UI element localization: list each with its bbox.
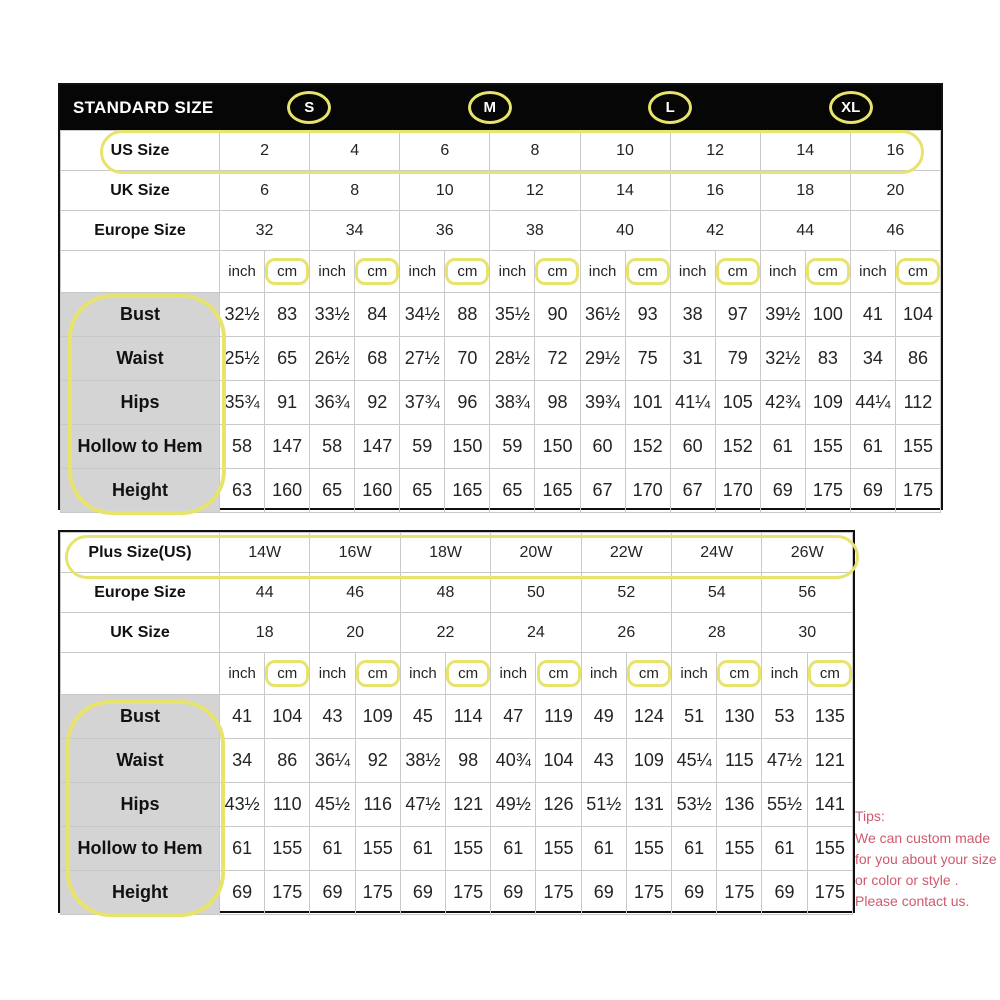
- bust-inch-value: 36½: [580, 293, 625, 337]
- height-inch-value: 67: [670, 469, 715, 513]
- hips-cm-value: 96: [445, 381, 490, 425]
- inch-unit-label: inch: [670, 251, 715, 293]
- row-hollow-to-hem: [61, 827, 853, 871]
- us-size-value: 4: [310, 131, 400, 171]
- waist-cm-value: 92: [355, 739, 400, 783]
- waist-inch-value: 32½: [760, 337, 805, 381]
- plus-size-grid: [60, 532, 853, 915]
- height-cm-value: 175: [895, 469, 940, 513]
- hips-cm-value: 136: [717, 783, 762, 827]
- waist-inch-value: 40¾: [491, 739, 536, 783]
- hollow-to-hem-cm-value: 152: [715, 425, 760, 469]
- waist-cm-value: 83: [805, 337, 850, 381]
- row-label: Plus Size(US): [61, 533, 220, 573]
- cm-unit-label: [445, 251, 490, 293]
- waist-inch-value: 28½: [490, 337, 535, 381]
- bust-inch-value: 33½: [310, 293, 355, 337]
- hollow-to-hem-cm-value: 155: [626, 827, 671, 871]
- size-letter-oval-l: L: [648, 91, 692, 124]
- bust-inch-value: 41: [850, 293, 895, 337]
- waist-inch-value: 31: [670, 337, 715, 381]
- cm-unit-label: [715, 251, 760, 293]
- height-cm-value: 160: [265, 469, 310, 513]
- hollow-to-hem-inch-value: 61: [581, 827, 626, 871]
- hips-inch-value: 37¾: [400, 381, 445, 425]
- height-inch-value: 65: [310, 469, 355, 513]
- inch-unit-label: inch: [490, 251, 535, 293]
- tips-title: Tips:: [855, 808, 885, 824]
- europe-size-value: 46: [310, 573, 400, 613]
- row-bust: [61, 293, 941, 337]
- height-inch-value: 69: [672, 871, 717, 915]
- hollow-to-hem-cm-value: 155: [805, 425, 850, 469]
- waist-cm-value: 104: [536, 739, 581, 783]
- hollow-to-hem-inch-value: 61: [400, 827, 445, 871]
- bust-inch-value: 38: [670, 293, 715, 337]
- height-cm-value: 175: [536, 871, 581, 915]
- cm-highlight-pill: cm: [356, 660, 400, 687]
- inch-unit-label: inch: [310, 653, 355, 695]
- hollow-to-hem-inch-value: 59: [400, 425, 445, 469]
- waist-cm-value: 86: [895, 337, 940, 381]
- hollow-to-hem-inch-value: 61: [672, 827, 717, 871]
- hollow-to-hem-cm-value: 155: [536, 827, 581, 871]
- cm-highlight-pill: cm: [717, 660, 761, 687]
- bust-inch-value: 51: [672, 695, 717, 739]
- uk-size-value: 14: [580, 171, 670, 211]
- height-cm-value: 175: [265, 871, 310, 915]
- row-label: Hips: [61, 783, 220, 827]
- tips-line: We can custom made: [855, 830, 991, 846]
- uk-size-value: 16: [670, 171, 760, 211]
- us-size-value: 10: [580, 131, 670, 171]
- row-bust: [61, 695, 853, 739]
- waist-inch-value: 25½: [220, 337, 265, 381]
- height-inch-value: 69: [400, 871, 445, 915]
- cm-highlight-pill: cm: [537, 660, 581, 687]
- waist-cm-value: 109: [626, 739, 671, 783]
- cm-highlight-pill: cm: [716, 258, 760, 285]
- row-label: Europe Size: [61, 573, 220, 613]
- size-letter-oval-xl: XL: [829, 91, 873, 124]
- cm-unit-label: [446, 653, 491, 695]
- cm-highlight-pill: cm: [265, 660, 309, 687]
- uk-size-value: 12: [490, 171, 580, 211]
- inch-unit-label: inch: [581, 653, 626, 695]
- waist-inch-value: 29½: [580, 337, 625, 381]
- cm-highlight-pill: cm: [896, 258, 940, 285]
- hips-inch-value: 47½: [400, 783, 445, 827]
- hips-inch-value: 53½: [672, 783, 717, 827]
- bust-inch-value: 49: [581, 695, 626, 739]
- bust-cm-value: 83: [265, 293, 310, 337]
- inch-unit-label: inch: [310, 251, 355, 293]
- height-cm-value: 165: [445, 469, 490, 513]
- waist-cm-value: 65: [265, 337, 310, 381]
- row-label: Waist: [61, 337, 220, 381]
- cm-highlight-pill: cm: [808, 660, 852, 687]
- row-label: Waist: [61, 739, 220, 783]
- height-cm-value: 175: [626, 871, 671, 915]
- hollow-to-hem-cm-value: 150: [445, 425, 490, 469]
- us-size-value: 2: [220, 131, 310, 171]
- waist-cm-value: 98: [446, 739, 491, 783]
- tips-line: Please contact us.: [855, 893, 970, 909]
- europe-size-value: 36: [400, 211, 490, 251]
- bust-inch-value: 53: [762, 695, 807, 739]
- cm-highlight-pill: cm: [446, 660, 490, 687]
- units-label-spacer: [61, 653, 220, 695]
- size-group-letters: [219, 85, 941, 130]
- cm-unit-label: [355, 653, 400, 695]
- cm-unit-label: [626, 653, 671, 695]
- hips-inch-value: 35¾: [220, 381, 265, 425]
- hips-inch-value: 41¼: [670, 381, 715, 425]
- hips-inch-value: 43½: [220, 783, 265, 827]
- height-inch-value: 65: [400, 469, 445, 513]
- cm-highlight-pill: cm: [806, 258, 850, 285]
- height-inch-value: 67: [580, 469, 625, 513]
- uk-size-value: 28: [672, 613, 762, 653]
- size-letter-oval-m: M: [468, 91, 512, 124]
- uk-size-value: 20: [850, 171, 940, 211]
- uk-size-value: 10: [400, 171, 490, 211]
- inch-unit-label: inch: [580, 251, 625, 293]
- height-cm-value: 160: [355, 469, 400, 513]
- plus-size-us-value: 26W: [762, 533, 853, 573]
- europe-size-value: 32: [220, 211, 310, 251]
- cm-highlight-pill: cm: [265, 258, 309, 285]
- height-inch-value: 69: [220, 871, 265, 915]
- bust-cm-value: 135: [807, 695, 852, 739]
- cm-highlight-pill: cm: [445, 258, 489, 285]
- row-label: Hips: [61, 381, 220, 425]
- waist-cm-value: 79: [715, 337, 760, 381]
- uk-size-value: 18: [760, 171, 850, 211]
- tips-lines: [855, 828, 998, 912]
- hollow-to-hem-cm-value: 155: [717, 827, 762, 871]
- uk-size-value: 20: [310, 613, 400, 653]
- europe-size-value: 44: [760, 211, 850, 251]
- plus-size-us-value: 16W: [310, 533, 400, 573]
- uk-size-value: 6: [220, 171, 310, 211]
- waist-cm-value: 115: [717, 739, 762, 783]
- cm-unit-label: [807, 653, 852, 695]
- hollow-to-hem-inch-value: 61: [762, 827, 807, 871]
- hollow-to-hem-inch-value: 60: [580, 425, 625, 469]
- europe-size-value: 52: [581, 573, 671, 613]
- cm-unit-label: [535, 251, 580, 293]
- row-label: UK Size: [61, 613, 220, 653]
- row-label: Height: [61, 871, 220, 915]
- uk-size-value: 30: [762, 613, 853, 653]
- height-cm-value: 175: [717, 871, 762, 915]
- row-europe-size: [61, 573, 853, 613]
- height-cm-value: 175: [446, 871, 491, 915]
- bust-cm-value: 88: [445, 293, 490, 337]
- waist-inch-value: 34: [220, 739, 265, 783]
- size-group-xl: [761, 85, 942, 130]
- standard-size-title: STANDARD SIZE: [73, 97, 214, 117]
- row-label: UK Size: [61, 171, 220, 211]
- bust-inch-value: 39½: [760, 293, 805, 337]
- bust-cm-value: 90: [535, 293, 580, 337]
- row-waist: [61, 739, 853, 783]
- us-size-value: 8: [490, 131, 580, 171]
- row-hollow-to-hem: [61, 425, 941, 469]
- us-size-value: 12: [670, 131, 760, 171]
- row-label: US Size: [61, 131, 220, 171]
- hollow-to-hem-inch-value: 60: [670, 425, 715, 469]
- hips-inch-value: 44¼: [850, 381, 895, 425]
- row-label: Bust: [61, 695, 220, 739]
- europe-size-value: 42: [670, 211, 760, 251]
- hips-cm-value: 98: [535, 381, 580, 425]
- hips-cm-value: 105: [715, 381, 760, 425]
- row-label: Bust: [61, 293, 220, 337]
- uk-size-value: 8: [310, 171, 400, 211]
- hips-inch-value: 51½: [581, 783, 626, 827]
- row-units: [61, 653, 853, 695]
- cm-highlight-pill: cm: [627, 660, 671, 687]
- row-label: Height: [61, 469, 220, 513]
- bust-cm-value: 114: [446, 695, 491, 739]
- plus-size-us-value: 20W: [491, 533, 581, 573]
- cm-highlight-pill: cm: [535, 258, 579, 285]
- bust-cm-value: 84: [355, 293, 400, 337]
- waist-inch-value: 47½: [762, 739, 807, 783]
- europe-size-value: 34: [310, 211, 400, 251]
- height-inch-value: 69: [581, 871, 626, 915]
- height-cm-value: 170: [625, 469, 670, 513]
- height-inch-value: 69: [760, 469, 805, 513]
- row-europe-size: [61, 211, 941, 251]
- inch-unit-label: inch: [850, 251, 895, 293]
- uk-size-value: 26: [581, 613, 671, 653]
- waist-cm-value: 121: [807, 739, 852, 783]
- hollow-to-hem-inch-value: 61: [310, 827, 355, 871]
- cm-unit-label: [625, 251, 670, 293]
- bust-inch-value: 32½: [220, 293, 265, 337]
- uk-size-value: 24: [491, 613, 581, 653]
- bust-cm-value: 100: [805, 293, 850, 337]
- cm-highlight-pill: cm: [355, 258, 399, 285]
- europe-size-value: 38: [490, 211, 580, 251]
- row-uk-size: [61, 171, 941, 211]
- row-height: [61, 469, 941, 513]
- hips-cm-value: 116: [355, 783, 400, 827]
- waist-inch-value: 26½: [310, 337, 355, 381]
- bust-inch-value: 41: [220, 695, 265, 739]
- tips-line: for you about your size: [855, 851, 997, 867]
- standard-size-grid: [60, 130, 941, 513]
- bust-inch-value: 45: [400, 695, 445, 739]
- row-hips: [61, 783, 853, 827]
- uk-size-value: 22: [400, 613, 490, 653]
- hollow-to-hem-inch-value: 61: [220, 827, 265, 871]
- plus-size-us-value: 24W: [672, 533, 762, 573]
- row-units: [61, 251, 941, 293]
- waist-cm-value: 68: [355, 337, 400, 381]
- inch-unit-label: inch: [672, 653, 717, 695]
- cm-unit-label: [265, 653, 310, 695]
- cm-unit-label: [536, 653, 581, 695]
- hollow-to-hem-cm-value: 150: [535, 425, 580, 469]
- europe-size-value: 46: [850, 211, 940, 251]
- plus-size-us-value: 22W: [581, 533, 671, 573]
- waist-cm-value: 75: [625, 337, 670, 381]
- us-size-value: 16: [850, 131, 940, 171]
- hollow-to-hem-cm-value: 155: [265, 827, 310, 871]
- bust-cm-value: 104: [895, 293, 940, 337]
- bust-cm-value: 124: [626, 695, 671, 739]
- hollow-to-hem-cm-value: 147: [265, 425, 310, 469]
- hips-inch-value: 38¾: [490, 381, 535, 425]
- hips-cm-value: 92: [355, 381, 400, 425]
- europe-size-value: 50: [491, 573, 581, 613]
- waist-cm-value: 72: [535, 337, 580, 381]
- waist-inch-value: 36¼: [310, 739, 355, 783]
- standard-size-header-bar: [60, 85, 941, 130]
- row-plus-size-us: [61, 533, 853, 573]
- inch-unit-label: inch: [400, 251, 445, 293]
- hollow-to-hem-inch-value: 58: [220, 425, 265, 469]
- waist-inch-value: 45¼: [672, 739, 717, 783]
- inch-unit-label: inch: [491, 653, 536, 695]
- hips-cm-value: 131: [626, 783, 671, 827]
- hollow-to-hem-cm-value: 155: [446, 827, 491, 871]
- hips-cm-value: 126: [536, 783, 581, 827]
- inch-unit-label: inch: [760, 251, 805, 293]
- hips-cm-value: 112: [895, 381, 940, 425]
- plus-size-table: [58, 530, 855, 913]
- hollow-to-hem-cm-value: 155: [807, 827, 852, 871]
- hips-cm-value: 110: [265, 783, 310, 827]
- hollow-to-hem-inch-value: 59: [490, 425, 535, 469]
- hollow-to-hem-cm-value: 155: [355, 827, 400, 871]
- row-label: Europe Size: [61, 211, 220, 251]
- size-group-s: [219, 85, 400, 130]
- hips-inch-value: 42¾: [760, 381, 805, 425]
- size-group-l: [580, 85, 761, 130]
- bust-inch-value: 43: [310, 695, 355, 739]
- standard-size-table: [58, 83, 943, 510]
- inch-unit-label: inch: [400, 653, 445, 695]
- cm-unit-label: [355, 251, 400, 293]
- hips-inch-value: 39¾: [580, 381, 625, 425]
- height-cm-value: 170: [715, 469, 760, 513]
- bust-inch-value: 47: [491, 695, 536, 739]
- hips-cm-value: 121: [446, 783, 491, 827]
- bust-cm-value: 119: [536, 695, 581, 739]
- waist-inch-value: 27½: [400, 337, 445, 381]
- hollow-to-hem-inch-value: 58: [310, 425, 355, 469]
- hips-inch-value: 36¾: [310, 381, 355, 425]
- inch-unit-label: inch: [220, 653, 265, 695]
- hips-cm-value: 91: [265, 381, 310, 425]
- hollow-to-hem-inch-value: 61: [491, 827, 536, 871]
- cm-unit-label: [895, 251, 940, 293]
- height-cm-value: 175: [807, 871, 852, 915]
- waist-inch-value: 34: [850, 337, 895, 381]
- row-label: Hollow to Hem: [61, 827, 220, 871]
- row-hips: [61, 381, 941, 425]
- bust-cm-value: 104: [265, 695, 310, 739]
- height-inch-value: 69: [310, 871, 355, 915]
- europe-size-value: 56: [762, 573, 853, 613]
- hips-inch-value: 49½: [491, 783, 536, 827]
- height-cm-value: 175: [355, 871, 400, 915]
- size-letter-oval-s: S: [287, 91, 331, 124]
- plus-size-us-value: 14W: [220, 533, 310, 573]
- hollow-to-hem-cm-value: 152: [625, 425, 670, 469]
- hollow-to-hem-inch-value: 61: [760, 425, 805, 469]
- bust-cm-value: 109: [355, 695, 400, 739]
- tips-line: or color or style .: [855, 872, 959, 888]
- bust-cm-value: 130: [717, 695, 762, 739]
- size-group-m: [400, 85, 581, 130]
- row-label: Hollow to Hem: [61, 425, 220, 469]
- cm-highlight-pill: cm: [626, 258, 670, 285]
- hips-cm-value: 141: [807, 783, 852, 827]
- row-us-size: [61, 131, 941, 171]
- height-inch-value: 69: [850, 469, 895, 513]
- waist-inch-value: 38½: [400, 739, 445, 783]
- row-height: [61, 871, 853, 915]
- hollow-to-hem-cm-value: 147: [355, 425, 400, 469]
- custom-made-tips: [855, 806, 998, 912]
- inch-unit-label: inch: [220, 251, 265, 293]
- hips-inch-value: 55½: [762, 783, 807, 827]
- europe-size-value: 54: [672, 573, 762, 613]
- us-size-value: 6: [400, 131, 490, 171]
- cm-unit-label: [805, 251, 850, 293]
- hips-cm-value: 101: [625, 381, 670, 425]
- height-inch-value: 65: [490, 469, 535, 513]
- hollow-to-hem-inch-value: 61: [850, 425, 895, 469]
- uk-size-value: 18: [220, 613, 310, 653]
- waist-cm-value: 86: [265, 739, 310, 783]
- bust-cm-value: 93: [625, 293, 670, 337]
- us-size-value: 14: [760, 131, 850, 171]
- europe-size-value: 40: [580, 211, 670, 251]
- waist-cm-value: 70: [445, 337, 490, 381]
- plus-size-us-value: 18W: [400, 533, 490, 573]
- units-label-spacer: [61, 251, 220, 293]
- height-cm-value: 165: [535, 469, 580, 513]
- hips-inch-value: 45½: [310, 783, 355, 827]
- bust-inch-value: 35½: [490, 293, 535, 337]
- bust-inch-value: 34½: [400, 293, 445, 337]
- height-inch-value: 69: [762, 871, 807, 915]
- cm-unit-label: [265, 251, 310, 293]
- waist-inch-value: 43: [581, 739, 626, 783]
- europe-size-value: 44: [220, 573, 310, 613]
- hips-cm-value: 109: [805, 381, 850, 425]
- bust-cm-value: 97: [715, 293, 760, 337]
- row-waist: [61, 337, 941, 381]
- row-uk-size: [61, 613, 853, 653]
- height-inch-value: 69: [491, 871, 536, 915]
- cm-unit-label: [717, 653, 762, 695]
- europe-size-value: 48: [400, 573, 490, 613]
- height-cm-value: 175: [805, 469, 850, 513]
- inch-unit-label: inch: [762, 653, 807, 695]
- height-inch-value: 63: [220, 469, 265, 513]
- hollow-to-hem-cm-value: 155: [895, 425, 940, 469]
